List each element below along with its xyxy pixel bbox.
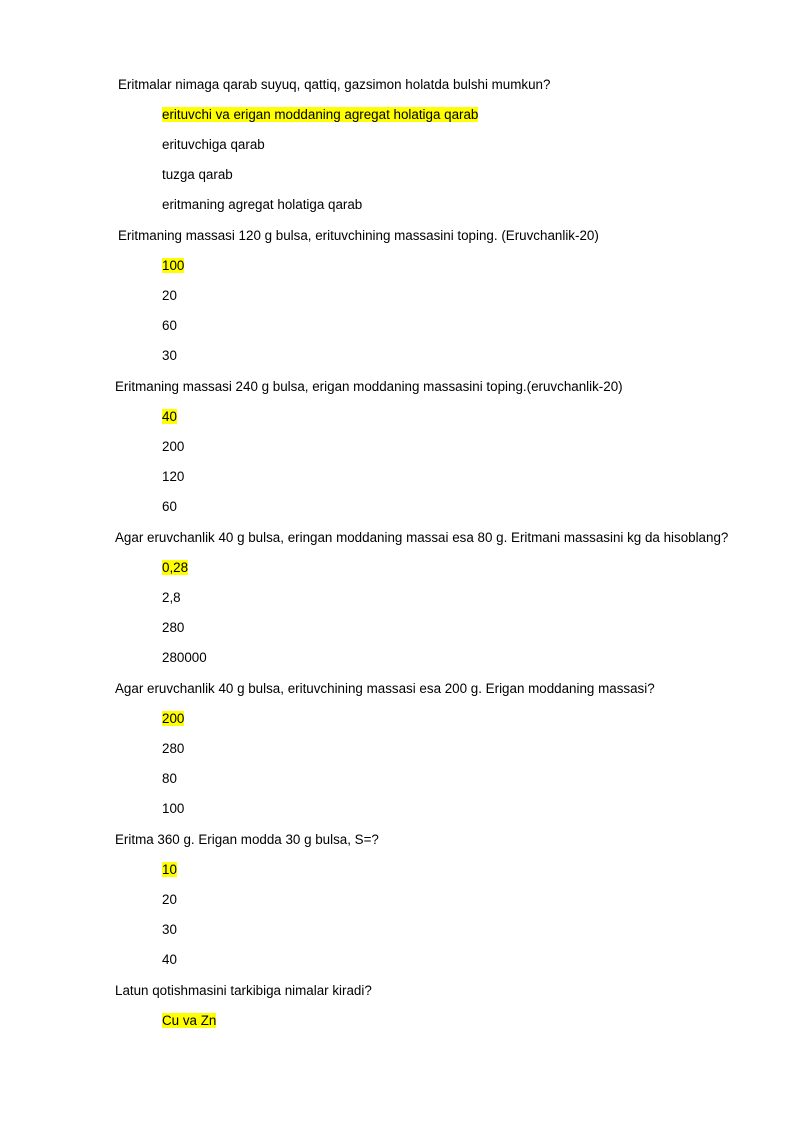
answer-option: 280 <box>162 620 185 635</box>
question-text: Eritmalar nimaga qarab suyuq, qattiq, gazsimon holatda bulshi mumkun? <box>118 77 551 92</box>
question-text: Eritmaning massasi 120 g bulsa, erituvchining massasini toping. (Eruvchanlik-20) <box>118 228 599 243</box>
answer-option: 280 <box>162 741 185 756</box>
question-text: Agar eruvchanlik 40 g bulsa, erituvchining massasi esa 200 g. Erigan moddaning massasi? <box>115 681 655 696</box>
answer-option: tuzga qarab <box>162 167 233 182</box>
answer-option-correct <box>162 257 184 275</box>
question-text: Eritma 360 g. Erigan modda 30 g bulsa, S=? <box>115 832 379 847</box>
answer-highlight: 10 <box>162 862 177 877</box>
answer-option: 20 <box>162 288 177 303</box>
answer-option: erituvchiga qarab <box>162 137 265 152</box>
answer-option: 100 <box>162 801 185 816</box>
answer-option-correct <box>162 710 184 728</box>
answer-option: 120 <box>162 469 185 484</box>
answer-highlight: 100 <box>162 258 185 273</box>
answer-option: 30 <box>162 922 177 937</box>
answer-option: 40 <box>162 952 177 967</box>
answer-highlight: erituvchi va erigan moddaning agregat holatiga qarab <box>162 107 479 122</box>
answer-option-correct <box>162 559 188 577</box>
question-text: Eritmaning massasi 240 g bulsa, erigan moddaning massasini toping.(eruvchanlik-20) <box>115 379 623 394</box>
answer-option: eritmaning agregat holatiga qarab <box>162 197 363 212</box>
answer-highlight: Cu va Zn <box>162 1013 217 1028</box>
answer-option: 30 <box>162 348 177 363</box>
answer-option-correct <box>162 1012 216 1030</box>
answer-option: 60 <box>162 318 177 333</box>
answer-option: 60 <box>162 499 177 514</box>
question-text: Agar eruvchanlik 40 g bulsa, eringan moddaning massai esa 80 g. Eritmani massasini kg da hisoblang? <box>115 530 729 545</box>
answer-option: 2,8 <box>162 590 181 605</box>
answer-option: 200 <box>162 439 185 454</box>
answer-option: 20 <box>162 892 177 907</box>
answer-option-correct <box>162 106 478 124</box>
answer-option: 280000 <box>162 650 207 665</box>
answer-option: 80 <box>162 771 177 786</box>
answer-highlight: 200 <box>162 711 185 726</box>
answer-highlight: 0,28 <box>162 560 189 575</box>
answer-option-correct <box>162 861 177 879</box>
answer-option-correct <box>162 408 177 426</box>
question-text: Latun qotishmasini tarkibiga nimalar kiradi? <box>115 983 372 998</box>
answer-highlight: 40 <box>162 409 177 424</box>
